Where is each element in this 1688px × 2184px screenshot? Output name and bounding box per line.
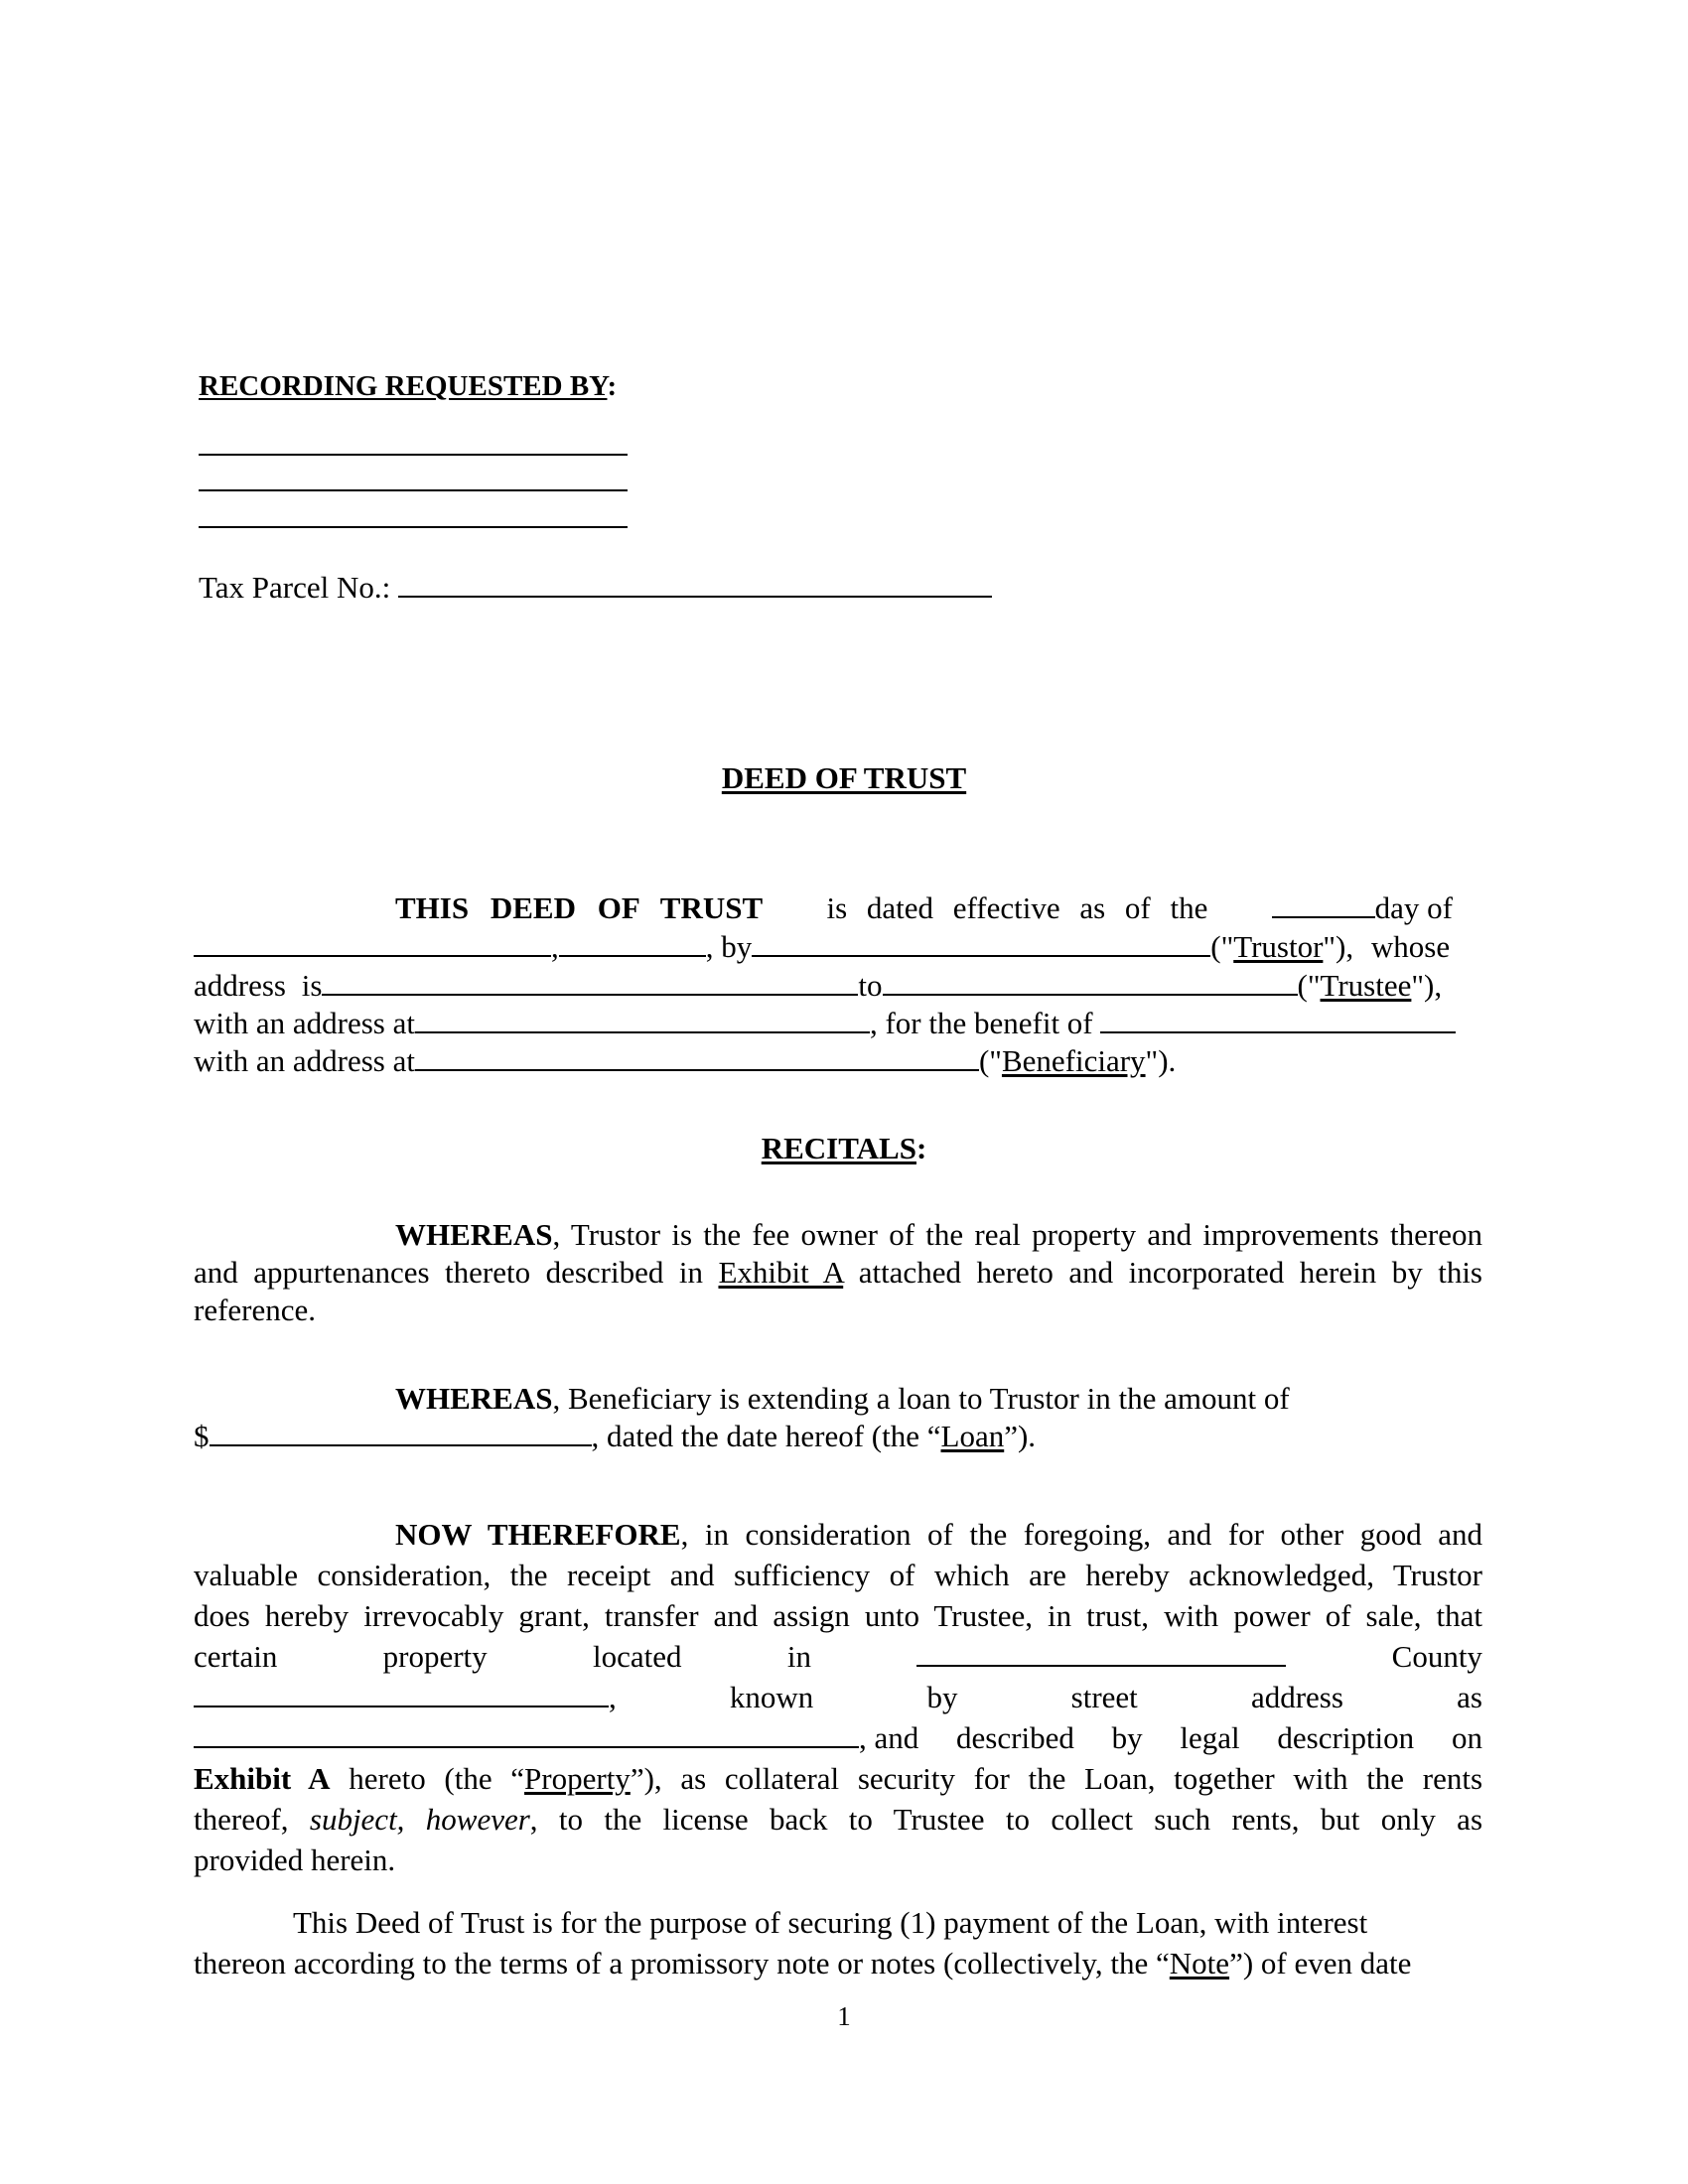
recitals-label: RECITALS (761, 1131, 916, 1165)
intro-address-is: address is (194, 968, 323, 1003)
recitals-heading (0, 1130, 1688, 1167)
now-word-described: described (956, 1720, 1074, 1755)
now-line-9 (194, 1842, 395, 1879)
now-line-4 (194, 1638, 1482, 1676)
page-number-text: 1 (837, 2001, 851, 2031)
tax-parcel-label: Tax Parcel No.: (199, 570, 391, 605)
intro-quote-open-1: (" (1210, 929, 1234, 964)
now-word-address: address (1250, 1680, 1343, 1714)
trustor-address-blank[interactable] (322, 968, 858, 996)
whereas-2-line-2 (194, 1418, 1036, 1455)
now-word-certain: certain (194, 1639, 278, 1674)
recording-blank-line-1[interactable] (199, 454, 628, 456)
now-word-street: street (1070, 1680, 1138, 1714)
now-exhibit-a: Exhibit A (194, 1761, 331, 1796)
now-text-8b: , to the license back to Trustee to collect such rents, but only as (529, 1802, 1483, 1837)
recording-blank-line-2[interactable] (199, 489, 628, 491)
trustee-name-blank[interactable] (883, 968, 1298, 996)
purpose-line-1 (293, 1904, 1367, 1942)
beneficiary-name-blank[interactable] (1100, 1006, 1456, 1033)
whereas-2-text-1: , Beneficiary is extending a loan to Trustor in the amount of (552, 1381, 1290, 1416)
loan-dollar-sign: $ (194, 1419, 210, 1453)
purpose-line-2 (194, 1945, 1411, 1982)
now-line-1 (395, 1516, 1482, 1554)
intro-day-group (1272, 889, 1453, 927)
intro-year-blank[interactable] (559, 929, 706, 957)
recitals-colon: : (915, 1131, 927, 1165)
intro-line-4 (194, 1005, 1504, 1042)
intro-quote-open-3: (" (978, 1043, 1002, 1078)
whereas-1-text-2: attached hereto and incorporated herein by this reference. (194, 1255, 1482, 1327)
whereas-2-lead: WHEREAS (395, 1381, 553, 1416)
intro-line-2 (194, 928, 1501, 966)
document-title-text: DEED OF TRUST (721, 760, 967, 795)
county-name-blank[interactable] (916, 1639, 1286, 1667)
now-text-8a: thereof, (194, 1802, 310, 1837)
intro-date-group (194, 928, 1450, 966)
now-word-on: on (1451, 1720, 1482, 1755)
now-line-6 (194, 1719, 1482, 1757)
beneficiary-address-blank[interactable] (415, 1043, 979, 1071)
recording-requested-label: RECORDING REQUESTED BY (199, 370, 608, 402)
now-word-located: located (593, 1639, 682, 1674)
intro-with-address-2: with an address at (194, 1043, 415, 1078)
now-word-county: County (1391, 1639, 1482, 1674)
now-text-7b: ”), as collateral security for the Loan, together with the rents (630, 1761, 1483, 1796)
now-text-1: , in consideration of the foregoing, and for other good and (680, 1517, 1482, 1552)
trustor-term: Trustor (1233, 929, 1324, 964)
tax-parcel-blank[interactable] (398, 570, 992, 598)
now-word-as: as (1457, 1680, 1482, 1714)
now-word-by-2: by (1111, 1720, 1143, 1755)
street-address-blank[interactable] (194, 1720, 859, 1748)
now-and: , and (859, 1720, 919, 1755)
intro-line-1 (395, 889, 1453, 927)
intro-trustor-blank[interactable] (752, 929, 1210, 957)
now-text-9: provided herein. (194, 1843, 396, 1877)
now-word-in: in (786, 1639, 811, 1674)
intro-day-blank[interactable] (1272, 890, 1375, 918)
document-title (0, 759, 1688, 797)
now-word-by: by (926, 1680, 958, 1714)
trustee-address-blank[interactable] (415, 1006, 870, 1033)
now-word-property: property (382, 1639, 488, 1674)
now-word-description: description (1277, 1720, 1415, 1755)
whereas-2-text-2: , dated the date hereof (the “ (591, 1419, 941, 1453)
intro-quote-close-3: "). (1145, 1043, 1177, 1078)
intro-line-3 (194, 967, 1484, 1005)
now-line-8 (194, 1801, 1482, 1839)
intro-whose: "), whose (1323, 929, 1451, 964)
intro-quote-close-2: "), (1411, 968, 1443, 1003)
state-group (194, 1679, 617, 1716)
recording-blank-line-3[interactable] (199, 526, 628, 528)
note-term: Note (1169, 1946, 1230, 1980)
now-word-known: known (729, 1680, 814, 1714)
whereas-1-lead: WHEREAS (395, 1217, 553, 1252)
whereas-2-line-1 (395, 1380, 1290, 1418)
purpose-text-2b: ”) of even date (1229, 1946, 1412, 1980)
beneficiary-term: Beneficiary (1001, 1043, 1146, 1078)
property-term: Property (524, 1761, 631, 1796)
intro-quote-open-2: (" (1297, 968, 1321, 1003)
intro-text-2: day of (1374, 890, 1453, 925)
whereas-paragraph-1 (194, 1216, 1482, 1329)
now-text-3: does hereby irrevocably grant, transfer and assign unto Trustee, in trust, with power of sale, that (194, 1598, 1482, 1633)
state-name-blank[interactable] (194, 1680, 609, 1707)
trustee-term: Trustee (1320, 968, 1412, 1003)
whereas-2-text-3: ”). (1004, 1419, 1037, 1453)
loan-amount-blank[interactable] (210, 1419, 592, 1446)
now-text-2: valuable consideration, the receipt and sufficiency of which are hereby acknowledged, Trustor (194, 1558, 1482, 1592)
purpose-text-2a: thereon according to the terms of a promissory note or notes (collectively, the “ (194, 1946, 1170, 1980)
tax-parcel-row (199, 569, 992, 607)
now-therefore-lead: NOW THEREFORE (395, 1517, 681, 1552)
intro-with-address-1: with an address at (194, 1006, 415, 1040)
street-address-group (194, 1719, 918, 1757)
intro-lead: THIS DEED OF TRUST (395, 890, 764, 925)
whereas-1-text-1: , Trustor is the fee owner of the real property and improvements thereon and appurtenances thereto described in (194, 1217, 1482, 1290)
now-line-5 (194, 1679, 1482, 1716)
now-line-7 (194, 1760, 1482, 1798)
intro-comma: , (551, 929, 559, 964)
page-number (0, 1997, 1688, 2035)
now-word-legal: legal (1180, 1720, 1240, 1755)
intro-month-blank[interactable] (194, 929, 551, 957)
intro-line-5 (194, 1042, 1484, 1080)
recording-requested-colon: : (607, 370, 618, 402)
now-line-3 (194, 1597, 1482, 1635)
purpose-text-1: This Deed of Trust is for the purpose of securing (1) payment of the Loan, with interest (293, 1905, 1368, 1940)
intro-text-1: is dated effective as of the (826, 890, 1208, 925)
now-subject-however: subject, however (309, 1802, 530, 1837)
state-comma: , (609, 1680, 617, 1714)
now-line-2 (194, 1557, 1482, 1594)
intro-for-benefit: , for the benefit of (869, 1006, 1093, 1040)
intro-by: , by (705, 929, 753, 964)
now-text-7a: hereto (the “ (330, 1761, 525, 1796)
loan-term: Loan (940, 1419, 1005, 1453)
exhibit-a-reference: Exhibit A (718, 1255, 844, 1290)
intro-to: to (858, 968, 883, 1003)
recording-requested-heading (199, 367, 617, 405)
